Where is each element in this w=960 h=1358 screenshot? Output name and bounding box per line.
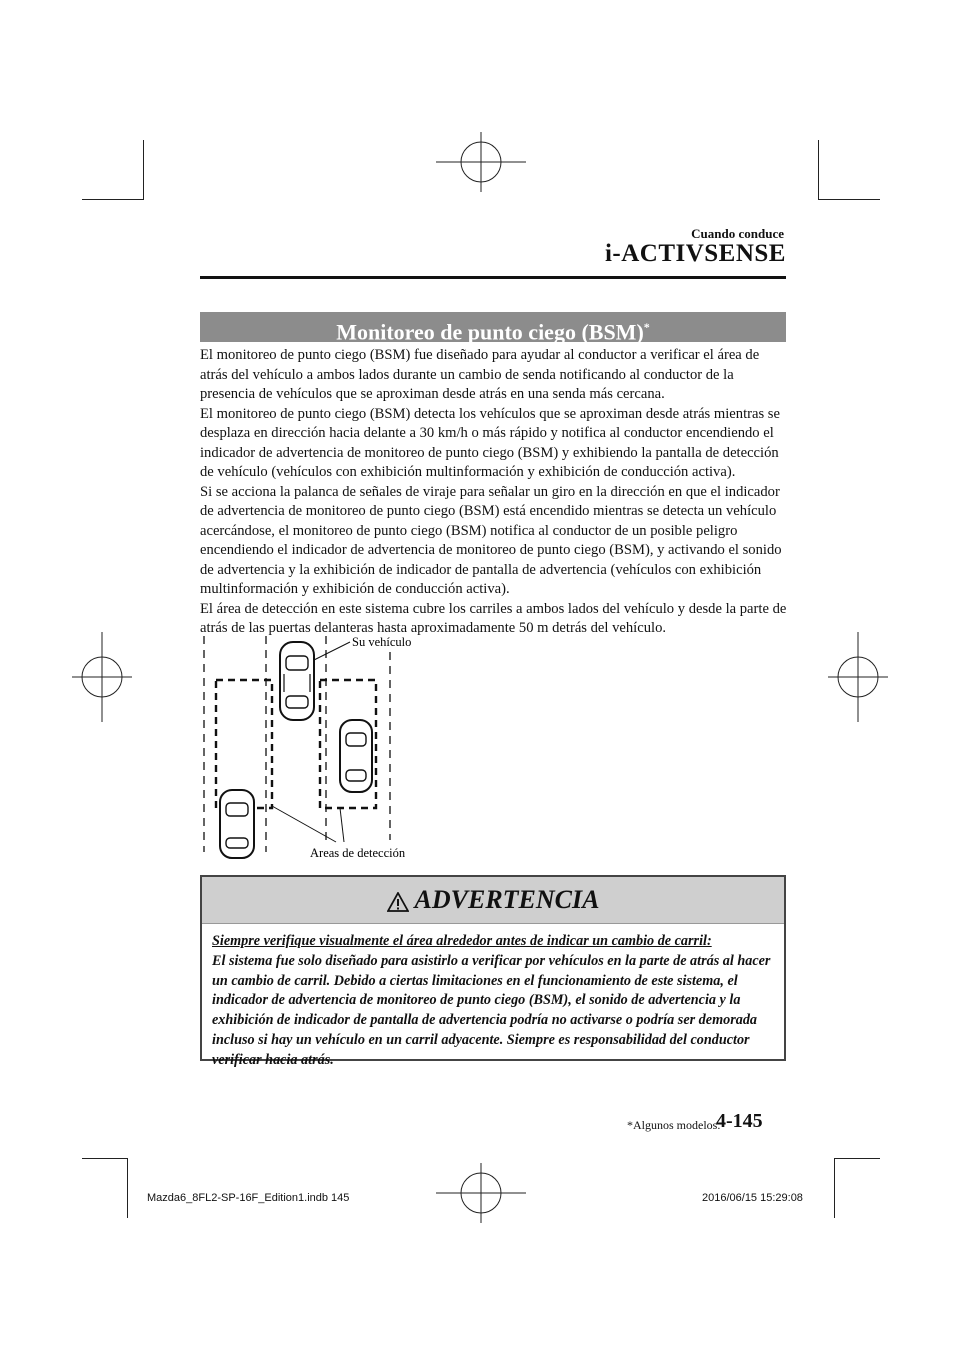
warning-lead: Siempre verifique visualmente el área alrededor antes de indicar un cambio de carril:: [212, 933, 712, 949]
warning-heading: ADVERTENCIA: [414, 885, 600, 914]
crop-mark: [82, 199, 144, 200]
crop-mark: [127, 1158, 128, 1218]
crop-mark: [834, 1158, 835, 1218]
header-rule: [200, 276, 786, 279]
print-file-label: Mazda6_8FL2-SP-16F_Edition1.indb 145: [147, 1192, 350, 1204]
registration-mark-icon: [828, 632, 888, 722]
vehicle-left-icon: [220, 790, 254, 858]
warning-text: El sistema fue solo diseñado para asistirlo a verificar por vehículos en la parte de atrás al hacer un cambio de carril. Debido a ciertas limitaciones en el funcionamiento de este sistema, el indicador de advertencia de monitoreo de punto ciego (BSM), el sonido de advertencia y la exhibición de indicador de pantalla de advertencia podría no activarse o podría ser demorada incluso si hay un vehículo en un carril adyacente. Siempre es responsabilidad del conductor verificar hacia atrás.: [212, 952, 771, 1068]
crop-mark: [82, 1158, 128, 1159]
label-detection-areas: Areas de detección: [310, 846, 406, 860]
own-vehicle-icon: [280, 642, 314, 720]
section-title: [200, 312, 786, 345]
section-title-text: Monitoreo de punto ciego (BSM): [336, 319, 644, 345]
chapter-title: i-ACTIVSENSE: [604, 240, 786, 267]
crop-mark: [818, 140, 819, 200]
body-text: [200, 346, 790, 639]
warning-box: [200, 875, 786, 1068]
warning-triangle-icon: [387, 892, 409, 912]
crop-mark: [143, 140, 144, 200]
warning-header: [202, 877, 784, 924]
crop-mark: [818, 199, 880, 200]
crop-mark: [834, 1158, 880, 1159]
footnote: *Algunos modelos.: [627, 1118, 721, 1132]
paragraph: El monitoreo de punto ciego (BSM) fue diseñado para ayudar al conductor a verificar el área de atrás del vehículo a ambos lados durante un cambio de senda notificando al conductor de la presencia de vehículos que se aproximan desde atrás en una senda más cercana.: [200, 347, 760, 402]
print-timestamp: 2016/06/15 15:29:08: [702, 1192, 803, 1204]
registration-mark-icon: [436, 132, 526, 192]
detection-area-diagram: [196, 630, 436, 862]
page-number: 4-145: [716, 1110, 763, 1132]
section-label: Cuando conduce: [691, 226, 784, 241]
label-own-vehicle: Su vehículo: [352, 635, 412, 649]
detection-area-left: [216, 680, 272, 808]
paragraph: El monitoreo de punto ciego (BSM) detecta los vehículos que se aproximan desde atrás mientras se desplaza en dirección hacia delante a 30 km/h o más rápido y notifica al conductor encendiendo el indicador de advertencia de monitoreo de punto ciego (BSM) y exhibiendo la pantalla de detección de vehículo (vehículos con exhibición multinformación y exhibición de conducción activa).: [200, 405, 780, 480]
registration-mark-icon: [436, 1163, 526, 1223]
vehicle-right-icon: [340, 720, 372, 792]
model-marker: *: [643, 320, 650, 334]
paragraph: El área de detección en este sistema cubre los carriles a ambos lados del vehículo y desde la parte de atrás de las puertas delanteras hasta aproximadamente 50 m detrás del vehículo.: [200, 600, 787, 636]
registration-mark-icon: [72, 632, 132, 722]
paragraph: Si se acciona la palanca de señales de viraje para señalar un giro en la dirección en que el indicador de advertencia de monitoreo de punto ciego (BSM) está encendido mientras se detecta un vehículo acercándose, el monitoreo de punto ciego (BSM) notifica al conductor de un posible peligro encendiendo el indicador de advertencia de monitoreo de punto ciego (BSM), y activando el sonido de advertencia y la exhibición de indicador de pantalla de advertencia (vehículos con exhibición multinformación y exhibición de conducción activa).: [200, 483, 782, 597]
warning-body: [202, 924, 784, 1071]
